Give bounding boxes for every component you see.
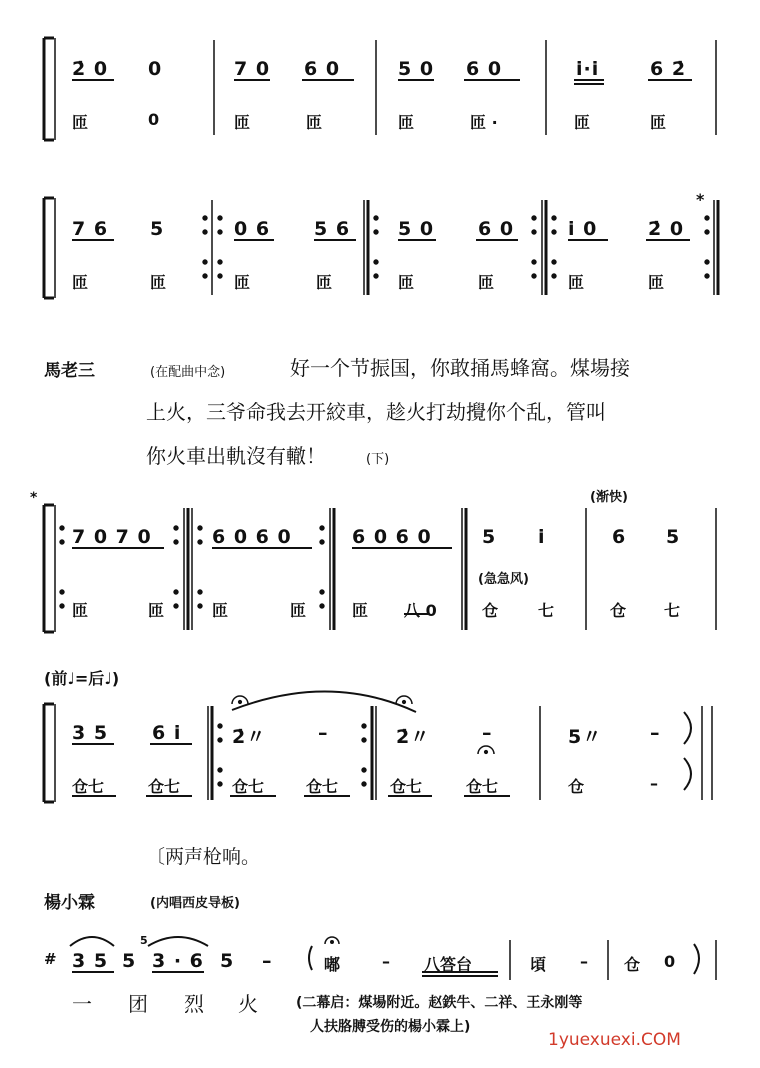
s2-note: 0 6 [234,218,271,240]
s2-note: 7 6 [72,218,109,240]
s3-note: 6 0 6 0 [212,526,292,548]
s1-note: i·i [576,58,600,80]
stage-direction: (二幕启：煤場附近。赵鉄牛、二祥、王永刚等 [296,995,583,1011]
s5-perc: – [382,952,390,971]
s3-note: 5 [482,526,497,548]
s4-perc: – [650,774,658,793]
s2-perc: 匝 [234,273,251,292]
s1-perc: 匝 [72,113,89,132]
s3-perc: 八 0 [404,601,437,620]
dialogue-line: 上火，三爷命我去开絞車，趁火打劫攪你个乱，管叫 [146,400,606,424]
s1-note: 0 [148,58,163,80]
s3-perc: 七 [664,601,681,620]
s4-note: – [650,722,661,744]
s2-note: i 0 [568,218,598,240]
s4-perc: 仓七 [148,777,181,796]
s5-perc: 0 [664,952,676,971]
role-name: 楊小霖 [44,893,95,913]
s1-perc: 匝 [306,113,323,132]
s2-perc: 匝 [478,273,495,292]
percussion-pattern-label: (急急风) [478,572,529,587]
lyric: 一 [72,992,92,1016]
s1-note: 6 0 [304,58,341,80]
s3-perc: 匝 [72,601,89,620]
s3-perc: 匝 [352,601,369,620]
s3-note: 5 [666,526,681,548]
s5-note: – [262,950,273,972]
s5-perc: – [580,952,588,971]
s2-note: 5 [150,218,165,240]
s4-perc: 仓七 [390,777,423,796]
s5-note: 3 · 6 [152,950,204,972]
s4-note: 2̇〃 [396,726,431,748]
s4-perc: 仓七 [466,777,499,796]
s4-note: 6 i [152,722,182,744]
s2-note: 5 6 [314,218,351,240]
s4-note: – [482,722,493,744]
s3-perc: 七 [538,601,555,620]
s1-perc: 匝 [398,113,415,132]
s1-note: 5 0 [398,58,435,80]
s3-note: 6 [612,526,627,548]
s2-perc: 匝 [568,273,585,292]
s5-note: 3 5 [72,950,109,972]
s3-perc: 仓 [482,601,499,620]
lyric: 火 [238,992,258,1016]
s3-perc: 匝 [148,601,165,620]
s1-perc: 匝 · [470,113,498,132]
s3-perc: 匝 [212,601,229,620]
s4-perc: 仓七 [232,777,265,796]
s2-note: 5 0 [398,218,435,240]
s3-note: 7 0 7 0 [72,526,152,548]
dialogue-line: 你火車出軌沒有轍！ [146,444,326,468]
s2-perc: 匝 [648,273,665,292]
s2-note: 6 0 [478,218,515,240]
s1-perc: 匝 [650,113,667,132]
s1-perc: 匝 [574,113,591,132]
sharp-sign: # [44,950,58,968]
s4-perc: 仓 [568,777,585,796]
s4-note: 5〃 [568,726,603,748]
s1-note: 6 2̇ [650,58,687,80]
stage-direction: (内唱西皮导板) [150,896,240,911]
s2-note: 2̇ 0 [648,218,685,240]
s3-perc: 仓 [610,601,627,620]
lyric: 团 [128,992,148,1016]
s4-note: – [318,722,329,744]
s2-perc: 匝 [150,273,167,292]
s4-note: 2̇〃 [232,726,267,748]
dialogue-line: 好一个节振国，你敢捅馬蜂窩。煤場接 [290,356,630,380]
s1-perc: 匝 [234,113,251,132]
lyric: 烈 [184,992,204,1016]
stage-direction: (下) [366,452,390,467]
grace-note: 5 [140,934,149,947]
s2-perc: 匝 [398,273,415,292]
s3-asterisk: * [30,490,39,506]
s5-note: 5 [220,950,235,972]
s1-note: 2̇ 0 [72,58,109,80]
s4-note: 3 5 [72,722,109,744]
tempo-marking: (渐快) [590,490,628,505]
s5-perc: 頃 [530,955,547,974]
s2-asterisk: * [696,190,706,209]
s4-perc: 仓七 [306,777,339,796]
s2-perc: 匝 [316,273,333,292]
s4-perc: 仓七 [72,777,105,796]
s5-perc: 嘟 [324,955,341,974]
stage-direction: 人扶胳膊受伤的楊小霖上) [310,1019,471,1035]
stage-direction: (在配曲中念) [150,365,226,380]
stage-direction: 〔两声枪响。 [146,846,261,868]
s5-perc: 八答台 [424,955,473,974]
role-name: 馬老三 [44,361,95,381]
s3-note: 6 0 6 0 [352,526,432,548]
s3-note: i [538,526,546,548]
s5-perc: 仓 [624,955,641,974]
s1-note: 7 0 [234,58,271,80]
s1-note: 6 0 [466,58,503,80]
s2-perc: 匝 [72,273,89,292]
s3-perc: 匝 [290,601,307,620]
watermark: 1yuexuexi.COM [548,1030,681,1050]
s5-note: 5 [122,950,137,972]
tempo-equivalence: (前♩=后♩) [44,669,120,688]
s1-perc: 0 [148,110,160,129]
